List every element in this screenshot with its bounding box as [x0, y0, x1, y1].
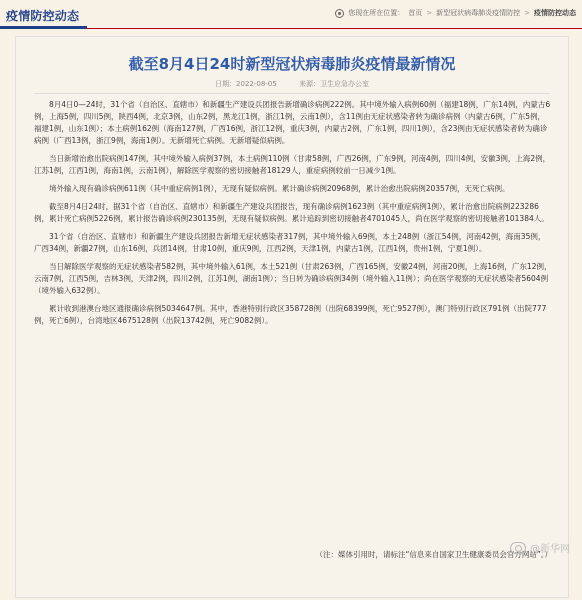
- watermark-text: @新华网: [530, 544, 570, 555]
- breadcrumb-prefix: 您现在所在位置：: [348, 9, 405, 17]
- paragraph-6: 当日解除医学观察的无症状感染者582例，其中境外输入61例，本土521例（甘肃263例，广西165例，安徽24例，河南20例，上海16例，广东12例，云南7例，江西5例，吉林3例，天津2例，四川2例，江苏1例，湖南1例）；当日转为确诊病例34例（境外输入11例）；尚在医学观察的无症状感染者5604例（境外输入632例）。: [34, 262, 552, 295]
- paragraph-3: 境外输入现有确诊病例611例（其中重症病例1例），无现有疑似病例。累计确诊病例20968例，累计治愈出院病例20357例，无死亡病例。: [49, 184, 510, 193]
- article-panel: [15, 36, 569, 598]
- location-icon: [335, 9, 344, 18]
- section-divider: [0, 28, 582, 29]
- paragraph-2: 当日新增治愈出院病例147例，其中境外输入病例37例，本土病例110例（甘肃58例，广西26例，广东9例，河南4例，四川4例，安徽3例，上海2例，江苏1例，江西1例，海南1例，云南1例），解除医学观察的密切接触者18129人，重症病例较前一日减少1例。: [34, 154, 551, 175]
- section-title-underline: [0, 26, 87, 29]
- citation-note: （注：媒体引用时，请标注“信息来自国家卫生健康委员会官方网站”。）: [315, 550, 552, 559]
- article-body: [34, 99, 552, 333]
- top-bar: [0, 0, 582, 30]
- article-source: 来源：卫生应急办公室: [298, 80, 369, 88]
- article-meta: [16, 79, 568, 89]
- section-title: 疫情防控动态: [6, 9, 80, 23]
- paragraph-7: 累计收到港澳台地区通报确诊病例5034647例。其中，香港特别行政区358728例（出院68399例，死亡9527例），澳门特别行政区791例（出院777例，死亡6例），台湾地区4675128例（出院13742例，死亡9082例）。: [34, 304, 547, 325]
- weibo-icon: [510, 542, 526, 554]
- paragraph-4: 截至8月4日24时，据31个省（自治区、直辖市）和新疆生产建设兵团报告，现有确诊病例1623例（其中重症病例1例），累计治愈出院病例223286例，累计死亡病例5226例，累计报告确诊病例230135例，无现有疑似病例。累计追踪到密切接触者4701045人，尚在医学观察的密切接触者101384人。: [34, 202, 549, 223]
- breadcrumb-section-link[interactable]: 新型冠状病毒肺炎疫情防控: [436, 9, 521, 17]
- article-title: 截至8月4日24时新型冠状病毒肺炎疫情最新情况: [128, 55, 456, 73]
- breadcrumb-current: 疫情防控动态: [534, 9, 576, 17]
- meta-divider: [34, 93, 550, 94]
- breadcrumb-separator: >: [426, 9, 433, 17]
- paragraph-1: 8月4日0—24时，31个省（自治区、直辖市）和新疆生产建设兵团报告新增确诊病例222例。其中境外输入病例60例（福建18例，广东14例，内蒙古6例，上海5例，四川5例，陕西4例，北京3例，山东2例，黑龙江1例，浙江1例，云南1例），含11例由无症状感染者转为确诊病例（内蒙古6例，广东5例，福建1例，山东1例）；本土病例162例（海南127例，广西16例，浙江12例，重庆3例，内蒙古2例，广东1例，四川1例），含23例由无症状感染者转为确诊病例（广西13例，浙江9例，海南1例）。无新增死亡病例。无新增疑似病例。: [34, 100, 551, 145]
- watermark: [510, 540, 570, 555]
- breadcrumb: [335, 8, 576, 18]
- breadcrumb-separator: >: [524, 9, 530, 17]
- article-date: 日期：2022-08-05: [215, 80, 277, 88]
- paragraph-5: 31个省（自治区、直辖市）和新疆生产建设兵团报告新增无症状感染者317例，其中境外输入69例，本土248例（浙江54例，河南42例，海南35例，广西34例，新疆27例，山东16例，兵团14例，甘肃10例，重庆9例，江西2例，天津1例，内蒙古1例，江西1例，贵州1例，宁夏1例）。: [34, 232, 546, 253]
- breadcrumb-home-link[interactable]: 首页: [408, 9, 423, 17]
